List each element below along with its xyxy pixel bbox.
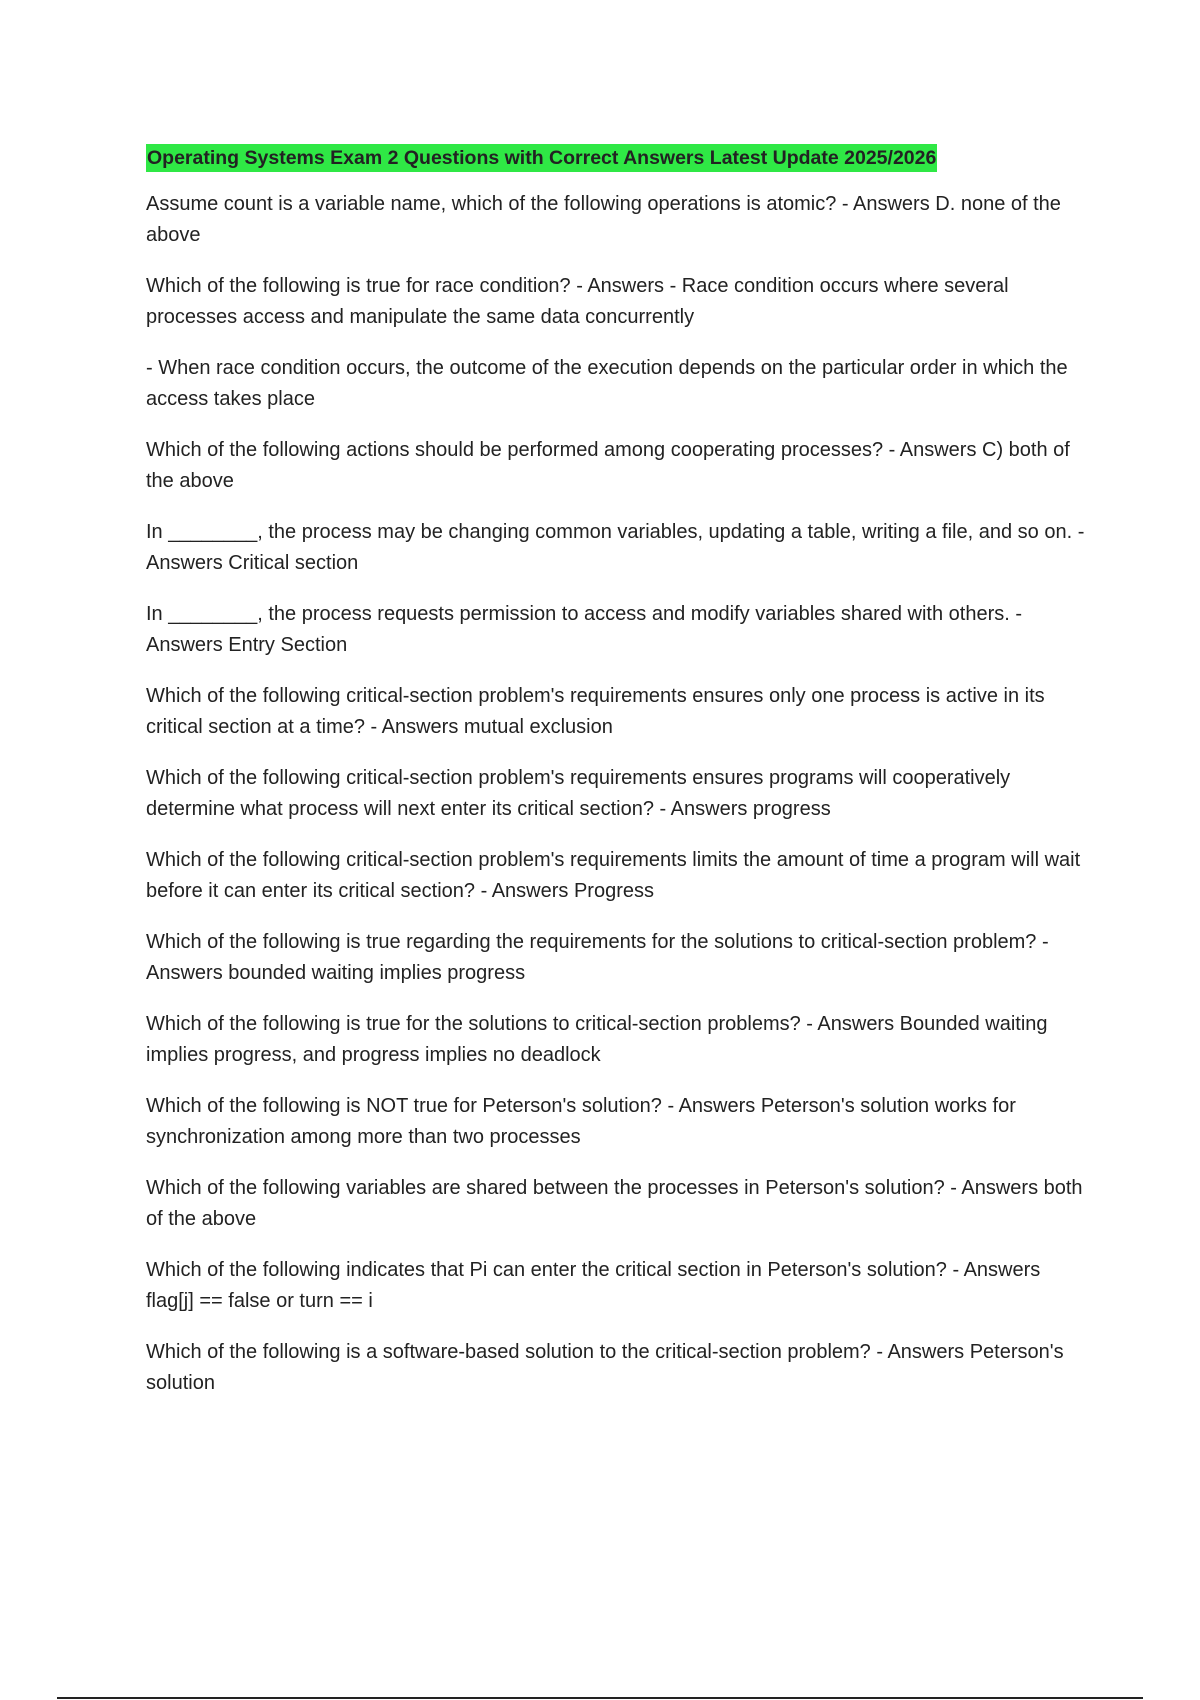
qa-entry: Which of the following is NOT true for Peterson's solution? - Answers Peterson's solution works for synchronization among more than two processes	[146, 1095, 1016, 1148]
qa-entry: Which of the following is true for race condition? - Answers - Race condition occurs where several processes access and manipulate the same data concurrently	[146, 275, 1009, 328]
qa-entry: Which of the following is true regarding the requirements for the solutions to critical-section problem? - Answers bounded waiting implies progress	[146, 931, 1049, 984]
qa-entry: Which of the following critical-section problem's requirements limits the amount of time a program will wait before it can enter its critical section? - Answers Progress	[146, 849, 1081, 902]
qa-entry: Which of the following is true for the solutions to critical-section problems? - Answers Bounded waiting implies progress, and progress implies no deadlock	[146, 1013, 1048, 1066]
document-body	[146, 144, 1086, 1419]
qa-entry: Which of the following critical-section problem's requirements ensures only one process is active in its critical section at a time? - Answers mutual exclusion	[146, 685, 1045, 738]
qa-entry: In ________, the process may be changing common variables, updating a table, writing a file, and so on. - Answers Critical section	[146, 521, 1085, 574]
qa-entry: In ________, the process requests permission to access and modify variables shared with others. - Answers Entry Section	[146, 603, 1023, 656]
qa-entry: Which of the following actions should be performed among cooperating processes? - Answers C) both of the above	[146, 439, 1070, 492]
qa-entry: Which of the following is a software-based solution to the critical-section problem? - Answers Peterson's solution	[146, 1341, 1064, 1394]
qa-entry: Which of the following critical-section problem's requirements ensures programs will cooperatively determine what process will next enter its critical section? - Answers progress	[146, 767, 1011, 820]
document-title: Operating Systems Exam 2 Questions with Correct Answers Latest Update 2025/2026	[146, 144, 937, 172]
qa-entry: Which of the following indicates that Pi can enter the critical section in Peterson's solution? - Answers flag[j] == false or turn == i	[146, 1259, 1041, 1312]
qa-entry: Which of the following variables are shared between the processes in Peterson's solution? - Answers both of the above	[146, 1177, 1083, 1230]
footer-divider	[57, 1697, 1143, 1699]
qa-entry: - When race condition occurs, the outcome of the execution depends on the particular order in which the access takes place	[146, 357, 1068, 410]
qa-entry: Assume count is a variable name, which of the following operations is atomic? - Answers D. none of the above	[146, 193, 1061, 246]
